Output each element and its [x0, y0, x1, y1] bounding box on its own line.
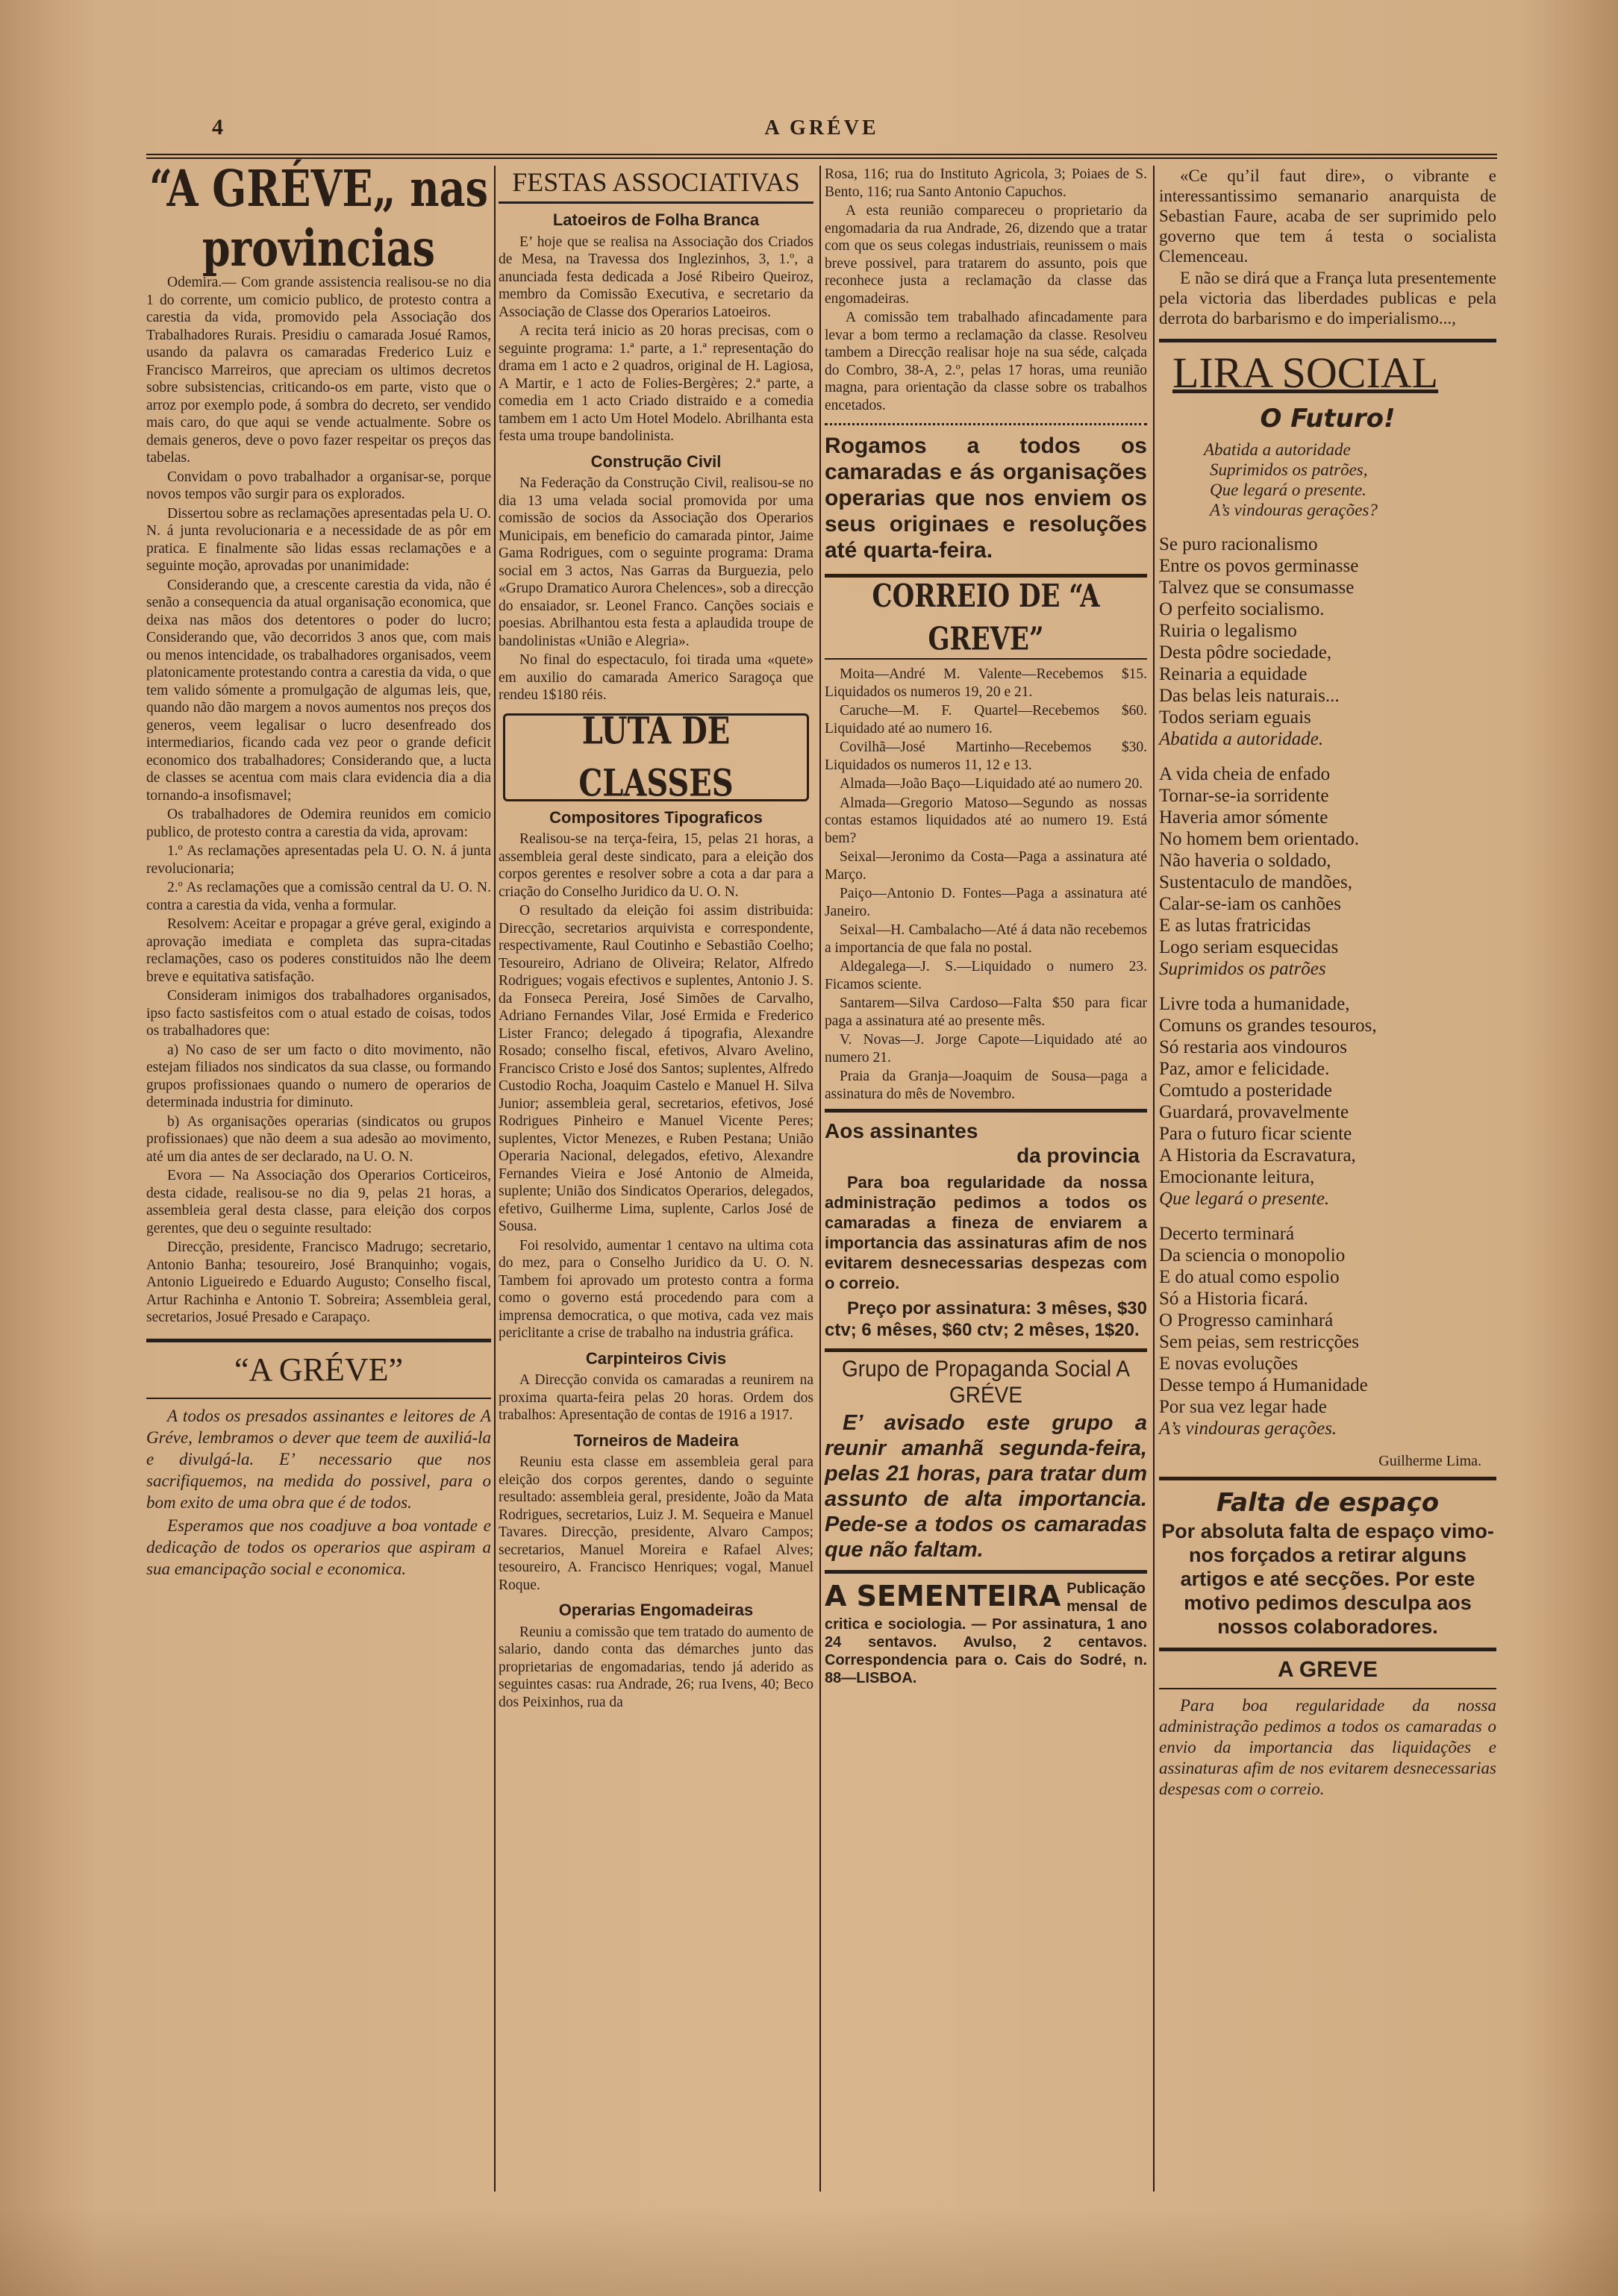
article-paragraph: A recita terá inicio as 20 horas precisas, com o seguinte programa: 1.ª parte, a 1.ª representação do drama em 1 acto e 2 quadros, original de H. Lagiosa, A Martir, e 1 acto de Folies-Bergères; 2.ª parte, a comedia em 1 acto Criado distraido e a comedia tambem em 1 acto Um Hotel Modelo. Abrilhanta esta festa uma troupe bandolinista. — [499, 323, 813, 444]
section-rule — [1159, 1477, 1496, 1480]
luta-de-classes-title: LUTA DE CLASSES — [503, 713, 809, 801]
article-paragraph: a) No caso de ser um facto o dito movimento, não estejam filiados nos sindicatos da sua classe, ou formando grupos profissionaes quando o numero de operarios de determinada industria for diminuto. — [146, 1042, 491, 1110]
verse-line: O Progresso caminhará — [1159, 1310, 1334, 1330]
list-item: Moita—André M. Valente—Recebemos $15. Liquidados os numeros 19, 20 e 21. — [825, 666, 1147, 700]
verse-line: Livre toda a humanidade, — [1159, 994, 1350, 1014]
article-paragraph: A Direcção convida os camaradas a reunirem na proxima quarta-feira pelas 20 horas. Ordem dos trabalhos: Apresentação de contas de 1916 a 1917. — [499, 1372, 813, 1423]
verse-line: O perfeito socialismo. — [1159, 599, 1325, 619]
verse-line: Abatida a autoridade — [1204, 440, 1351, 459]
lira-social-title: LIRA SOCIAL — [1172, 348, 1439, 397]
article-paragraph: 1.º As reclamações apresentadas pela U. O. N. á junta revolucionaria; — [146, 843, 491, 877]
correio-list — [825, 666, 1147, 1103]
rogamos-notice: Rogamos a todos os camaradas e ás organisações operarias que nos enviem os seus originaes e resoluções até quarta-feira. — [825, 434, 1147, 563]
subhead-carpinteiros: Carpinteiros Civis — [585, 1348, 727, 1368]
grupo-body: E’ avisado este grupo a reunir amanhã segunda-feira, pelas 21 horas, para tratar dum assunto de alta importancia. Pede-se a todos os camaradas que não faltam. — [825, 1411, 1147, 1562]
verse-line: Talvez que se consumasse — [1159, 578, 1355, 598]
falta-body: Por absoluta falta de espaço vimo-nos forçados a retirar alguns artigos e até secções. Por este motivo pedimos desculpa aos nossos colaboradores. — [1161, 1519, 1494, 1638]
poem-epigraph — [1159, 440, 1496, 520]
verse-line: Entre os povos germinasse — [1159, 556, 1359, 576]
verse-line: Desse tempo á Humanidade — [1159, 1375, 1368, 1395]
sementeira-body: — Por assinatura, 1 ano 24 sentavos. Avulso, 2 centavos. Correspondencia para o. Cais do Sodré, n. 88—LISBOA. — [825, 1616, 1148, 1686]
verse-line: A’s vindouras gerações. — [1159, 1418, 1337, 1439]
subhead-latoeiros: Latoeiros de Folha Branca — [552, 210, 760, 229]
article-paragraph: O resultado da eleição foi assim distribuida: Direcção, secretarios arquivista e correspondente, respectivamente, Raul Coutinho e Sebastião Coelho; Tesoureiro, Adriano de Oliveira; Relator, Alfredo Rodrigues; vogais efectivos e suplentes, Antonio J. S. da Fonseca Pereira, José Simões de Carvalho, Adriano Fernandes Vilar, José Ermida e Frederico Lister Franco; delegado á tipografia, Alexandre Rosado; conselho fiscal, efetivos, Alvaro Avelino, Francisco Cristo e José dos Santos; suplentes, Alfredo Custodio Rocha, Joaquim Castelo e Manuel H. Silva Junior; assembleia geral, secretarios, efetivos, José Rodrigues Pinheiro e Manuel Vicente Peres; suplentes, Victor Menezes, e Ruben Pestana; União Operaria Nacional, delegados, efetivo, Alexandre Fernandes Vieira e José Antonio de Almeida, suplente; União dos Sindicatos Operarios, delegados, efetivo, Guilherme Lima, suplente, Carlos José de Sousa. — [499, 903, 813, 1234]
verse-line: A Historia da Escravatura, — [1159, 1145, 1356, 1166]
section-rule — [146, 1398, 491, 1399]
verse-line: Se puro racionalismo — [1159, 534, 1318, 554]
verse-line: Para o futuro ficar sciente — [1159, 1124, 1352, 1144]
verse-line: Só restaria aos vindouros — [1159, 1037, 1348, 1057]
section-rule — [825, 1109, 1147, 1113]
verse-line: Sustentaculo de mandões, — [1159, 872, 1352, 892]
article-paragraph: A todos os presados assinantes e leitores de A Gréve, lembramos o dever que teem de auxiliá-la e divulgá-la. E’ necessario que nos sacrifiquemos, na medida do possivel, para o bom exito de uma obra que é de todos. — [146, 1406, 491, 1512]
festas-title: FESTAS ASSOCIATIVAS — [499, 166, 813, 204]
article-paragraph: Rosa, 116; rua do Instituto Agricola, 3; Poiaes de S. Bento, 116; rua Santo Antonio Capuchos. — [825, 166, 1147, 200]
verse-line: Calar-se-iam os canhões — [1159, 894, 1341, 914]
list-item: Santarem—Silva Cardoso—Falta $50 para ficar paga a assinatura até ao presente mês. — [825, 995, 1147, 1029]
page-number: 4 — [212, 115, 223, 140]
a-greve-box-title: “A GRÉVE” — [234, 1351, 404, 1388]
subhead-operarias: Operarias Engomadeiras — [558, 1601, 754, 1619]
list-item: Seixal—H. Cambalacho—Até á data não recebemos a importancia de que fala no postal. — [825, 922, 1147, 956]
article-paragraph: A comissão tem trabalhado afincadamente para levar a bom termo a reclamação da classe. Resolveu tambem a Direcção realisar hoje na sua séde, calçada do Combro, 38-A, 2.º, pelas 17 horas, uma reunião magna, para orientação da classe sobre os trabalhos encetados. — [825, 310, 1147, 413]
article-paragraph: Foi resolvido, aumentar 1 centavo na ultima cota do mez, para o Conselho Juridico da U. O. N. Tambem foi aprovado um protesto contra a forma como o governo está procedendo para com a imprensa democratica, o que motiva, cada vez mais periclitante a crise de trabalho na industria gráfica. — [499, 1237, 813, 1341]
grupo-title: Grupo de Propaganda Social A GRÉVE — [841, 1355, 1131, 1408]
column-4 — [1159, 166, 1496, 1801]
verse-line: A’s vindouras gerações? — [1210, 501, 1378, 519]
poem-stanza-3 — [1159, 993, 1496, 1210]
subhead-torneiros: Torneiros de Madeira — [573, 1430, 739, 1450]
verse-line: Suprimidos os patrões — [1159, 959, 1326, 979]
list-item: V. Novas—J. Jorge Capote—Liquidado até ao numero 21. — [825, 1032, 1147, 1066]
assinantes-heading: Aos assinantes — [825, 1119, 978, 1142]
assinantes-heading-2: da provincia — [1016, 1144, 1140, 1167]
article-paragraph: Reuniu a comissão que tem tratado do aumento de salario, dando conta das démarches junto das proprietarias de engomadarias, tendo já aderido as seguintes casas: rua Andrade, 26; rua Ivens, 40; Beco dos Peixinhos, rua da — [499, 1624, 813, 1710]
verse-line: Decerto terminará — [1159, 1224, 1295, 1244]
verse-line: Das belas leis naturais... — [1159, 686, 1340, 706]
verse-line: No homem bem orientado. — [1159, 829, 1359, 849]
poem-stanza-1 — [1159, 534, 1496, 750]
article-paragraph: Direcção, presidente, Francisco Madrugo; secretario, Antonio Banha; tesoureiro, José Branquinho; vogais, Antonio Ligueiredo e Eduardo Augusto; Conselho fiscal, Artur Rachinha e Antonio T. Sobreira; Assembleia geral, secretarios, Josué Presado e Carapaço. — [146, 1239, 491, 1325]
article-paragraph: Os trabalhadores de Odemira reunidos em comicio publico, de protesto contra a carestia da vida, aprovam: — [146, 807, 491, 840]
article-paragraph: A esta reunião compareceu o proprietario da engomadaria da rua Andrade, 26, dizendo que a tratar com que os seus colegas industriais, reunissem o mais breve possivel, para tratarem do assunto, pois que reconhece justa a reclamação da classe das engomadeiras. — [825, 203, 1147, 307]
verse-line: Comuns os grandes tesouros, — [1159, 1016, 1377, 1036]
subhead-compositores: Compositores Tipograficos — [549, 807, 763, 827]
article-paragraph: b) As organisações operarias (sindicatos ou grupos profissionaes) que não deem a sua adesão ao movimento, até um dia antes de ser declarado, na U. O. N. — [146, 1113, 491, 1165]
article-paragraph: Na Federação da Construção Civil, realisou-se no dia 13 uma velada social promovida por uma comissão de socios da Associação dos Operarios Municipais, em beneficio do camarada pintor, Jaime Gama Rodrigues, com o seguinte programa: Drama social em 3 actos, Nas Garras da Burguezia, pelo «Grupo Dramatico Aurora Chelences», sob a direcção do ensaiador, sr. Leonel Franco. Canções sociais e poesias. Abrilhantou esta festa a aplaudida troupe de bandolinistas «União e Alegria». — [499, 475, 813, 649]
verse-line: Tornar-se-ia sorridente — [1159, 786, 1329, 806]
sementeira-desc: Publicação mensal de critica e sociologia. — [825, 1580, 1147, 1633]
section-rule — [825, 1570, 1147, 1574]
list-item: Caruche—M. F. Quartel—Recebemos $60. Liquidado até ao numero 16. — [825, 703, 1147, 736]
article-paragraph: No final do espectaculo, foi tirada uma «quete» em auxilio do camarada Americo Saragoça que rendeu 1$180 réis. — [499, 652, 813, 703]
verse-line: Que legará o presente. — [1210, 481, 1366, 499]
falta-title: Falta de espaço — [1216, 1487, 1440, 1518]
column-divider-1 — [494, 166, 496, 2192]
assinantes-body: Para boa regularidade da nossa administração pedimos a todos os camaradas a fineza de enviarem a importancia das assinaturas afim de nos evitarem desnecessarias despezas com o correio. — [825, 1173, 1147, 1292]
assinantes-price: Preço por assinatura: 3 mêses, $30 ctv; 6 mêses, $60 ctv; 2 mêses, 1$20. — [825, 1298, 1147, 1340]
page-header — [146, 112, 1497, 157]
paper-name: A GRÉVE — [764, 116, 879, 140]
verse-line: Comtudo a posteridade — [1159, 1080, 1332, 1101]
ornament-rule — [825, 423, 1147, 425]
verse-line: Suprimidos os patrões, — [1210, 460, 1368, 479]
verse-line: Que legará o presente. — [1159, 1189, 1330, 1209]
article-paragraph: Esperamos que nos coadjuve a boa vontade e dedicação de todos os operarios que aspiram a sua emancipação social e economica. — [146, 1515, 491, 1578]
article-paragraph: Evora — Na Associação dos Operarios Corticeiros, desta cidade, realisou-se no dia 9, pelas 21 horas, a assembleia geral desta classe, para eleição dos corpos gerentes, que deu o seguinte resultado: — [146, 1168, 491, 1236]
list-item: Paiço—Antonio D. Fontes—Paga a assinatura até Janeiro. — [825, 886, 1147, 919]
verse-line: E do atual como espolio — [1159, 1267, 1340, 1287]
provincias-title: “A GRÉVE„ nas provincias — [149, 158, 489, 278]
poem-title: O Futuro! — [1260, 404, 1396, 434]
article-paragraph: «Ce qu’il faut dire», o vibrante e interessantissimo semanario anarquista de Sebastian Faure, acaba de ser suprimido pelo governo que tem á testa o socialista Clemenceau. — [1159, 166, 1496, 266]
verse-line: E as lutas fratricidas — [1159, 916, 1311, 936]
list-item: Seixal—Jeronimo da Costa—Paga a assinatura até Março. — [825, 849, 1147, 883]
article-paragraph: Dissertou sobre as reclamações apresentadas pela U. O. N. á junta revolucionaria e a necessidade de as pôr em pratica. E finalmente são lidas essas reclamações e a seguinte moção, aprovadas por unanimidade: — [146, 505, 491, 574]
verse-line: Paz, amor e felicidade. — [1159, 1059, 1330, 1079]
list-item: Covilhã—José Martinho—Recebemos $30. Liquidados os numeros 11, 12 e 13. — [825, 739, 1147, 773]
correio-title: CORREIO DE “A GREVE” — [872, 578, 1100, 658]
section-rule — [1159, 1688, 1496, 1689]
article-paragraph: Realisou-se na terça-feira, 15, pelas 21 horas, a assembleia geral deste sindicato, para a eleição dos corpos gerentes e resolver sobre a cota a dar para a criação do Conselho Juridico da U. O. N. — [499, 831, 813, 900]
poem-signature: Guilherme Lima. — [1378, 1453, 1481, 1469]
verse-line: Reinaria a equidade — [1159, 664, 1308, 684]
page-edge-shadow — [0, 2206, 1618, 2296]
article-paragraph: Considerando que, a crescente carestia da vida, não é senão a consequencia da atual organisação economica, que deixa nas mãos dos detentores o poder do lucro; Considerando que, vão decorridos 3 anos que, com mais ou menos intencidade, os trabalhadores organisados, veem platonicamente protestando contra a carestia da vida, o que tem valido sómente a promulgação de algumas leis, que, quando não dão margem a novos aumentos nos preços dos generos, veem legalisar o lucro desenfreado dos intermediarios, ficando cada vez peor o grande deficit economico dos trabalhadores; Considerando que, a lucta de classes se acentua com mais clara evidencia dia a dia tornando-a insofismavel; — [146, 577, 491, 804]
article-paragraph: Consideram inimigos dos trabalhadores organisados, ipso facto sastisfeitos com o atual estado de coisas, todos os trabalhadores que: — [146, 988, 491, 1039]
section-rule — [1159, 339, 1496, 342]
list-item: Almada—João Baço—Liquidado até ao numero 20. — [840, 776, 1143, 792]
verse-line: Não haveria o soldado, — [1159, 851, 1331, 871]
verse-line: Desta pôdre sociedade, — [1159, 642, 1332, 663]
section-rule — [146, 1339, 491, 1342]
verse-line: Todos seriam eguais — [1159, 707, 1311, 728]
verse-line: A vida cheia de enfado — [1159, 764, 1331, 784]
verse-line: Emocionante leitura, — [1159, 1167, 1315, 1187]
column-3 — [825, 166, 1147, 1687]
verse-line: Guardará, provavelmente — [1159, 1102, 1349, 1122]
article-paragraph: Convidam o povo trabalhador a organisar-se, porque novos tempos vão surgir para os explorados. — [146, 469, 491, 502]
poem-stanza-2 — [1159, 763, 1496, 980]
poem-stanza-4 — [1159, 1223, 1496, 1439]
list-item: Praia da Granja—Joaquim de Sousa—paga a assinatura do mês de Novembro. — [825, 1069, 1147, 1102]
verse-line: Por sua vez legar hade — [1159, 1397, 1327, 1417]
verse-line: Logo seriam esquecidas — [1159, 937, 1339, 957]
column-divider-3 — [1153, 166, 1155, 2192]
column-divider-2 — [819, 166, 821, 2192]
subhead-construcao: Construção Civil — [590, 451, 722, 471]
article-paragraph: Odemira.— Com grande assistencia realisou-se no dia 1 do corrente, um comicio publico, de protesto contra a carestia da vida, promovido pela Associação dos Trabalhadores Rurais. Presidiu o camarada Josué Ramos, usando da palavra os camaradas Frederico Luiz e Francisco Marreiros, que apreciam os ultimos decretos sobre subsistencias, criticando-os em parte, visto que o arroz por exemplo pode, á sombra do decreto, ser vendido mais caro, do que aqui se vende actualmente. Sobre os demais generos, deve o povo fazer respeitar os preços das tabelas. — [146, 275, 491, 466]
article-paragraph: 2.º As reclamações que a comissão central da U. O. N. contra a carestia da vida, venha a formular. — [146, 880, 491, 913]
verse-line: Ruiria o legalismo — [1159, 621, 1297, 641]
article-paragraph: Resolvem: Aceitar e propagar a gréve geral, exigindo a aprovação imediata e completa das supra-citadas reclamações, caso os poderes constituidos não lhe deem breve e equitativa satisfação. — [146, 916, 491, 985]
article-paragraph: E’ hoje que se realisa na Associação dos Criados de Mesa, na Travessa dos Inglezinhos, 3, 1.º, a anunciada festa dedicada a José Ribeiro Queiroz, membro da Comissão Executiva, e secretario da Associação de Classe dos Operarios Latoeiros. — [499, 234, 813, 320]
sementeira-ad — [825, 1580, 1147, 1687]
list-item: Aldegalega—J. S.—Liquidado o numero 23. Ficamos sciente. — [825, 959, 1147, 992]
section-rule — [1159, 1648, 1496, 1651]
section-rule — [825, 1348, 1147, 1352]
column-1 — [146, 158, 491, 1581]
verse-line: Abatida a autoridade. — [1159, 729, 1324, 749]
article-paragraph: E não se dirá que a França luta presentemente pela victoria das liberdades publicas e pela derrota do barbarismo e do imperialismo..., — [1159, 269, 1496, 328]
greve-notice-title: A GREVE — [1278, 1657, 1378, 1682]
list-item: Almada—Gregorio Matoso—Segundo as nossas contas estamos liquidados até ao numero 19. Está bem? — [825, 795, 1147, 846]
verse-line: Sem peias, sem restricções — [1159, 1332, 1359, 1352]
column-2 — [499, 166, 813, 1712]
verse-line: Só a Historia ficará. — [1159, 1289, 1308, 1309]
verse-line: Da sciencia o monopolio — [1159, 1245, 1346, 1266]
article-paragraph: Reuniu esta classe em assembleia geral para eleição dos corpos gerentes, dando o seguinte resultado: assembleia geral, presidente, João da Mata Rodrigues, secretarios, Luiz J. M. Sequeira e Manuel Tavares. Direcção, presidente, Alvaro Campos; secretarios, Manuel Moreira e Rafael Alves; tesoureiro, A. Francisco Henriques; vogal, Manuel Roque. — [499, 1454, 813, 1593]
sementeira-name: A SEMENTEIRA — [825, 1580, 1061, 1612]
greve-notice-body: Para boa regularidade da nossa administração pedimos a todos os camaradas o envio da importancia das liquidações e assinaturas afim de nos evitarem desnecessarias despesas com o correio. — [1159, 1695, 1496, 1798]
verse-line: E novas evoluções — [1159, 1354, 1299, 1374]
verse-line: Haveria amor sómente — [1159, 807, 1328, 828]
